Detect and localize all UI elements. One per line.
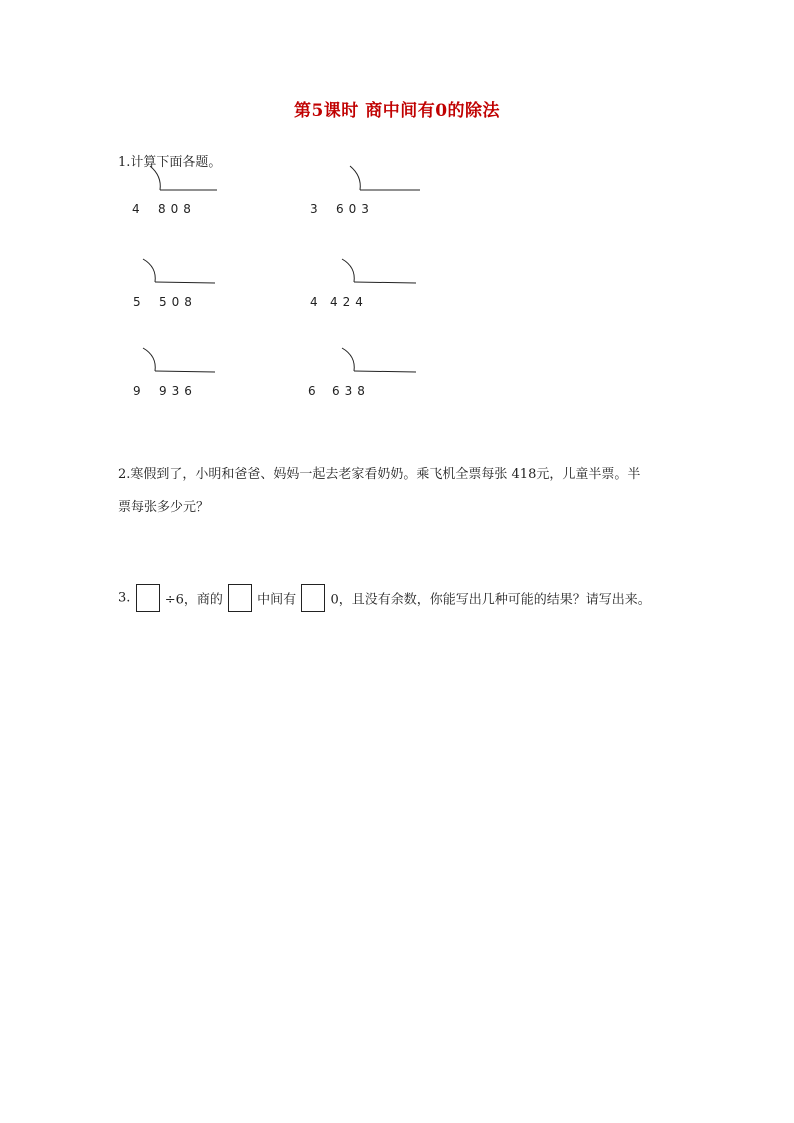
divisor: 9 (133, 384, 141, 398)
question-3-operator: ÷6，商的 (164, 592, 223, 608)
division-problem (310, 255, 430, 315)
question-2-line-1: 2.寒假到了，小明和爸爸、妈妈一起去老家看奶奶。乘飞机全票每张 418元，儿童半票。半 (118, 467, 641, 482)
blank-box[interactable] (136, 584, 160, 612)
question-3-text: 0，且没有余数，你能写出几种可能的结果？请写出来。 (330, 592, 651, 608)
division-bracket (310, 162, 430, 202)
divisor: 6 (308, 384, 316, 398)
division-problem (133, 255, 253, 315)
question-1-label: 1.计算下面各题。 (118, 155, 222, 170)
division-bracket (133, 344, 223, 384)
division-bracket (132, 162, 222, 202)
question-3 (118, 584, 651, 612)
division-problem (133, 344, 253, 404)
dividend: 936 (159, 384, 197, 398)
divisor: 3 (310, 202, 318, 216)
division-bracket (308, 344, 418, 384)
division-problem (132, 162, 252, 222)
divisor: 4 (132, 202, 140, 216)
page-title: 第5课时 商中间有0的除法 (293, 101, 501, 121)
question-2-line-2: 票每张多少元？ (118, 500, 210, 515)
division-bracket (310, 255, 420, 295)
dividend: 508 (159, 295, 197, 309)
blank-box[interactable] (301, 584, 325, 612)
question-3-number: 3. (118, 590, 131, 606)
divisor: 4 (310, 295, 318, 309)
question-2 (118, 458, 678, 524)
dividend: 603 (336, 202, 374, 216)
question-3-middle: 中间有 (257, 592, 297, 608)
divisor: 5 (133, 295, 141, 309)
division-problem (310, 162, 430, 222)
blank-box[interactable] (228, 584, 252, 612)
division-bracket (133, 255, 223, 295)
division-problem (308, 344, 428, 404)
dividend: 808 (158, 202, 196, 216)
dividend: 424 (330, 295, 368, 309)
dividend: 638 (332, 384, 370, 398)
